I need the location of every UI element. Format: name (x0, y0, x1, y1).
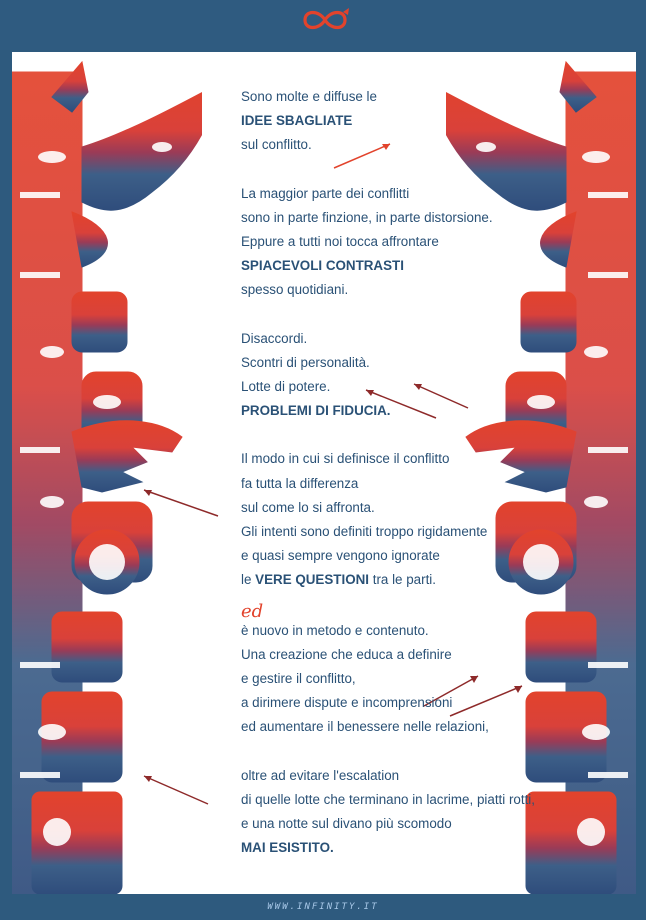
poster-sheet (12, 52, 636, 894)
text-line: e quasi sempre vengono ignorate (241, 548, 440, 564)
text-line: Il modo in cui si definisce il conflitto (241, 451, 450, 467)
text-line: Una creazione che educa a definire (241, 646, 452, 662)
body-text (241, 85, 541, 860)
text-line: Lotte di potere. (241, 379, 331, 395)
text-line: sono in parte finzione, in parte distorsione. (241, 209, 493, 225)
brand-logotype (241, 600, 281, 622)
text-line: Disaccordi. (241, 330, 308, 346)
text-line: La maggior parte dei conflitti (241, 185, 410, 201)
text-line: a dirimere dispute e incomprensioni (241, 695, 453, 711)
text-line: spesso quotidiani. (241, 282, 349, 298)
footer-url: WWW.INFINITY.IT (267, 902, 379, 912)
emphasis-text: PROBLEMI DI FIDUCIA. (241, 403, 391, 419)
text-line: Sono molte e diffuse le (241, 89, 377, 104)
text-line: le VERE QUESTIONI tra le parti. (241, 572, 436, 588)
emphasis-text: SPIACEVOLI CONTRASTI (241, 258, 404, 274)
arrow-icon (140, 486, 224, 522)
text-line: sul come lo si affronta. (241, 499, 375, 515)
text-line: è nuovo in metodo e contenuto. (241, 622, 429, 638)
text-line: Eppure a tutti noi tocca affrontare (241, 234, 439, 250)
text-line: ed aumentare il benessere nelle relazioni, (241, 719, 489, 735)
arrow-icon (140, 772, 214, 808)
emphasis-text: MAI ESISTITO. (241, 840, 334, 856)
infinity-logo-icon (293, 6, 357, 34)
text-line: Gli intenti sono definiti troppo rigidamente (241, 524, 488, 540)
text-line: sul conflitto. (241, 137, 312, 153)
emphasis-text: VERE QUESTIONI (255, 572, 369, 588)
top-bar (0, 0, 646, 50)
text-line: e una notte sul divano più scomodo (241, 816, 452, 832)
text-line: oltre ad evitare l'escalation (241, 767, 400, 783)
left-totem-illustration (12, 52, 202, 894)
emphasis-text: IDEE SBAGLIATE (241, 113, 353, 129)
text-line: fa tutta la differenza (241, 475, 359, 491)
text-line: e gestire il conflitto, (241, 671, 356, 687)
svg-text:ed: ed (241, 601, 264, 622)
text-line: Scontri di personalità. (241, 354, 370, 370)
text-line: di quelle lotte che terminano in lacrime, piatti rotti, (241, 791, 535, 807)
